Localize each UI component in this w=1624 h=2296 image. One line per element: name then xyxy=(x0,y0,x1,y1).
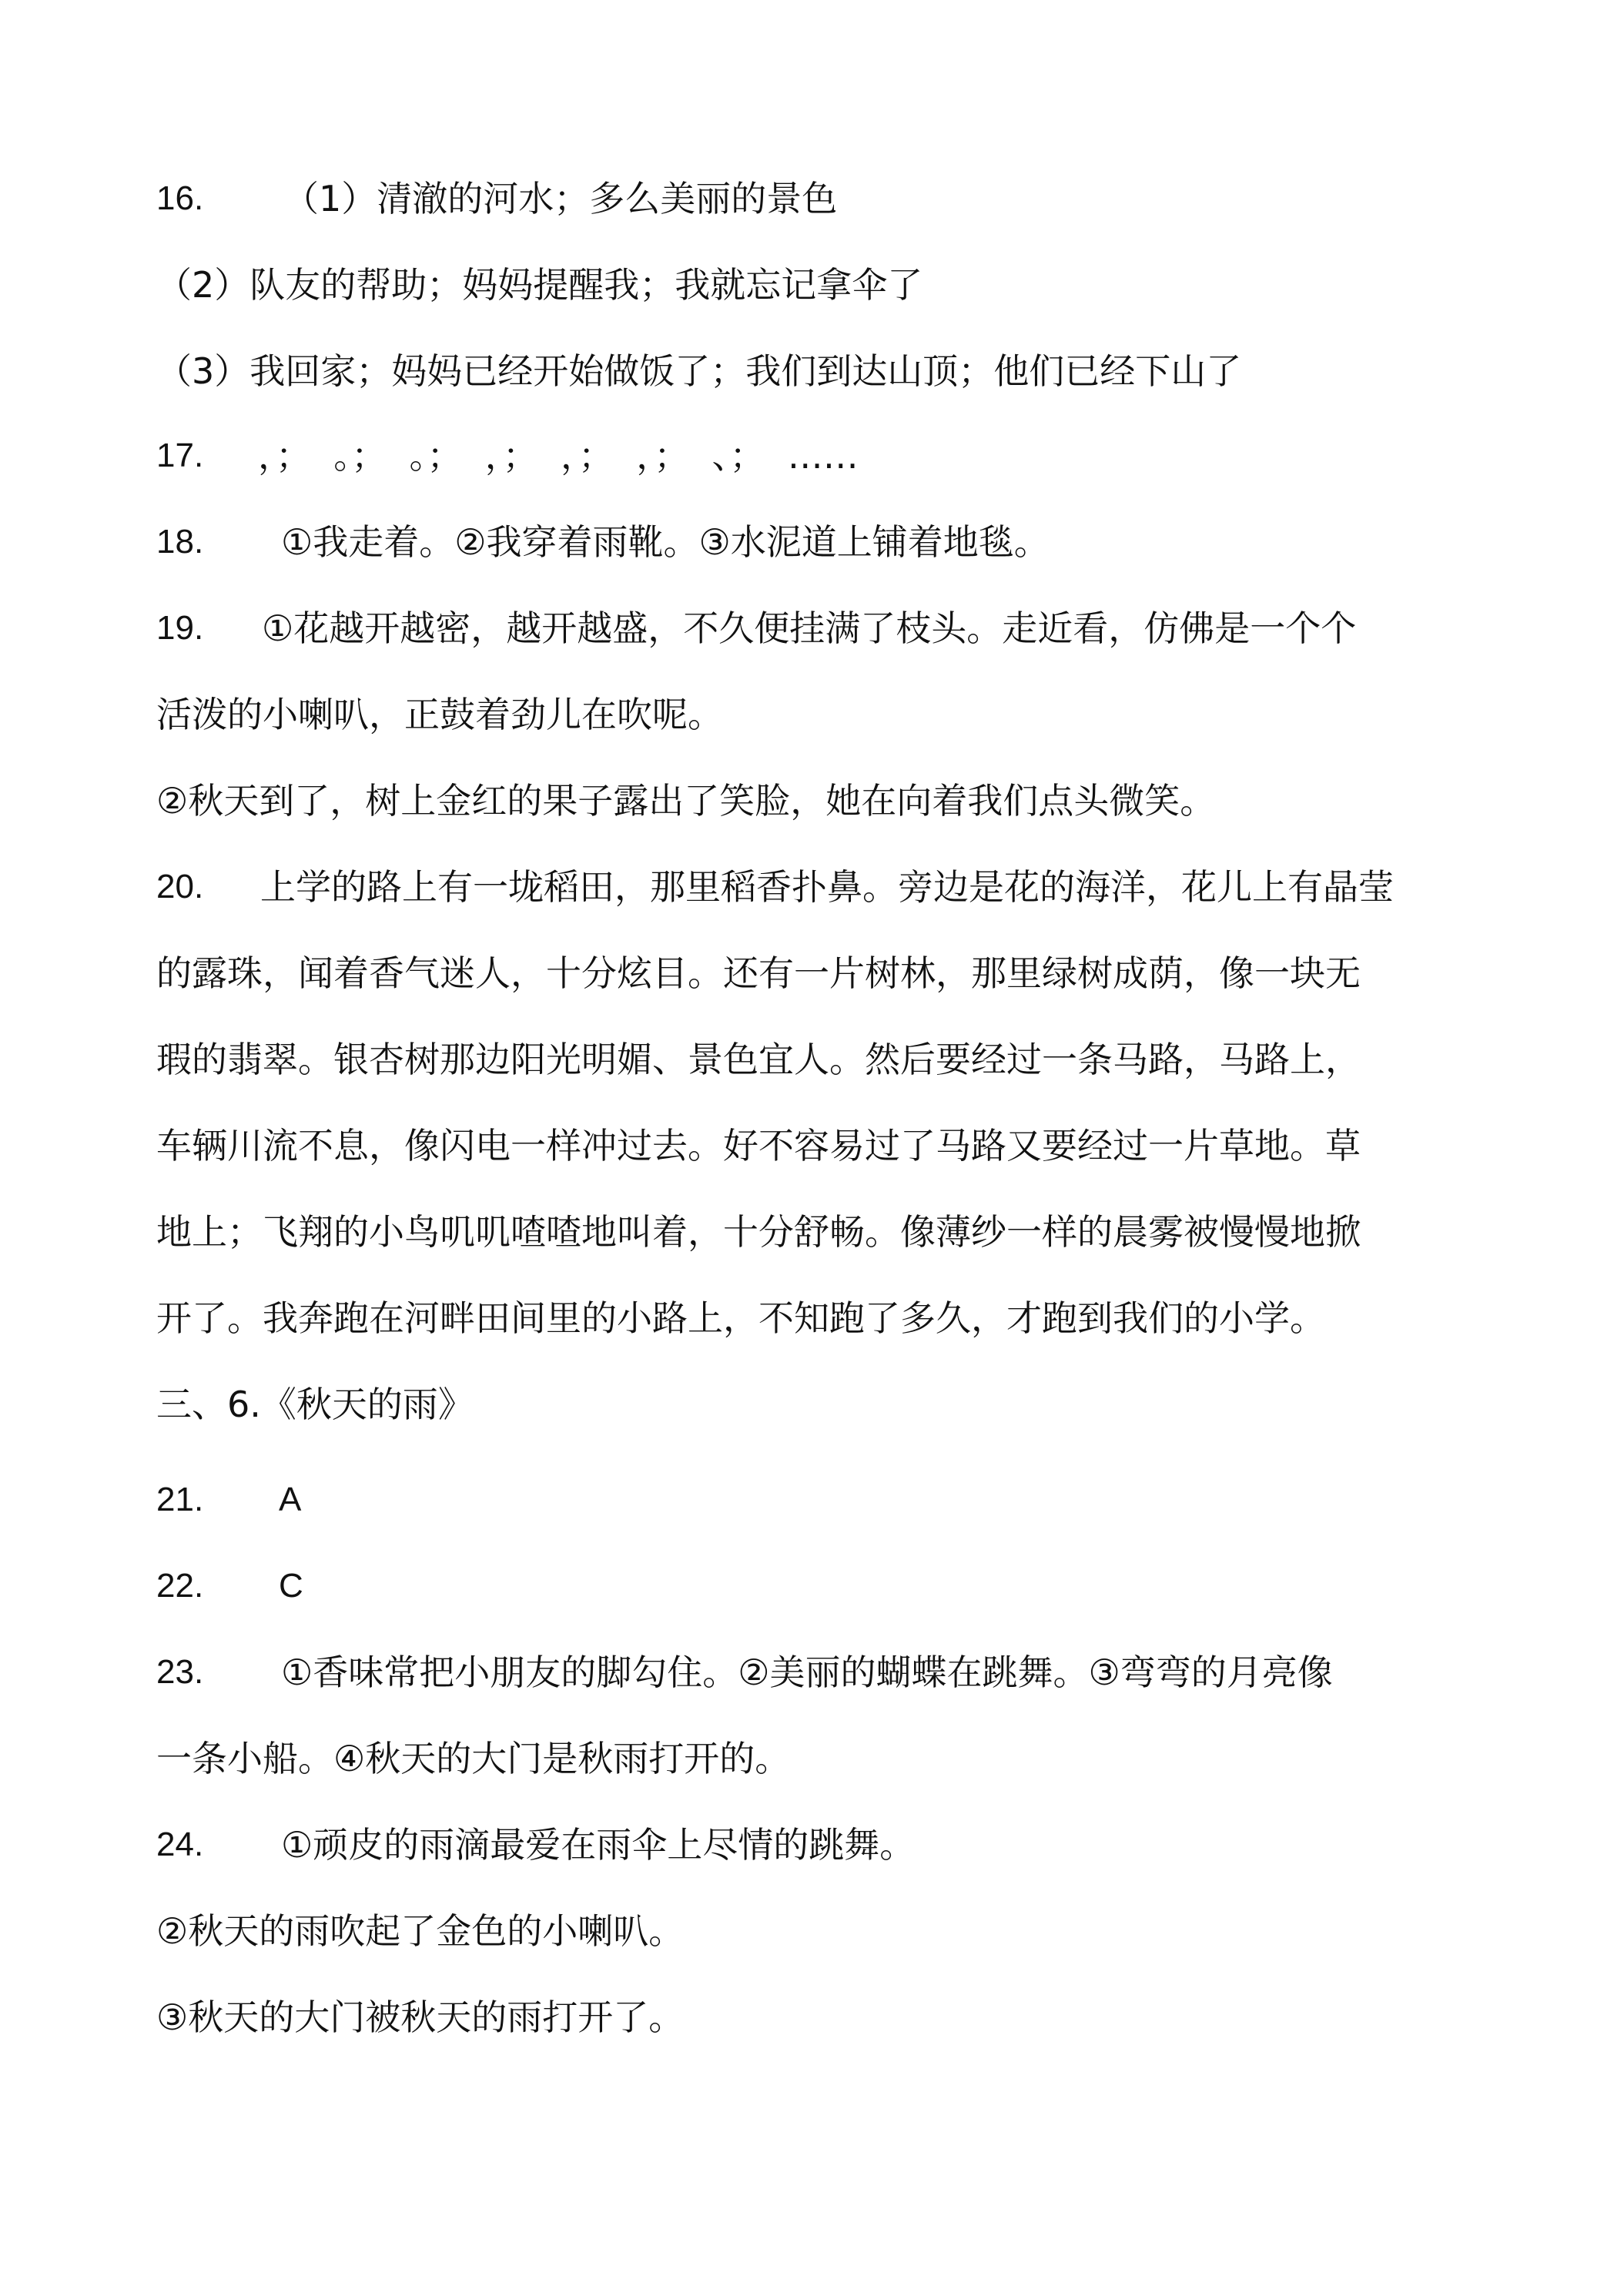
q19-text-1: ①花越开越密，越开越盛，不久便挂满了枝头。走近看，仿佛是一个个 xyxy=(262,607,1357,649)
q20-text-2: 的露珠，闻着香气迷人，十分炫目。还有一片树林，那里绿树成荫，像一块无 xyxy=(156,952,1361,994)
q20-text-1: 上学的路上有一垅稻田，那里稻香扑鼻。旁边是花的海洋，花儿上有晶莹 xyxy=(260,866,1394,908)
q23-text-1: ①香味常把小朋友的脚勾住。②美丽的蝴蝶在跳舞。③弯弯的月亮像 xyxy=(281,1652,1333,1693)
q19-text-2: 活泼的小喇叭，正鼓着劲儿在吹呢。 xyxy=(156,694,723,735)
q20-number: 20. xyxy=(156,868,204,905)
q24-text-3: ③秋天的大门被秋天的雨打开了。 xyxy=(156,1996,685,2038)
q24-text-2: ②秋天的雨吹起了金色的小喇叭。 xyxy=(156,1910,685,1952)
q23-number: 23. xyxy=(156,1653,204,1691)
q22-answer: C xyxy=(279,1567,303,1605)
q21-answer: A xyxy=(279,1481,302,1518)
q19-text-3: ②秋天到了，树上金红的果子露出了笑脸，她在向着我们点头微笑。 xyxy=(156,780,1216,822)
q24-text-1: ①顽皮的雨滴最爱在雨伞上尽情的跳舞。 xyxy=(281,1824,916,1866)
q17-number: 17. xyxy=(156,437,204,474)
q20-text-6: 开了。我奔跑在河畔田间里的小路上，不知跑了多久，才跑到我们的小学。 xyxy=(156,1297,1325,1339)
q16-text-3: （3）我回家；妈妈已经开始做饭了；我们到达山顶；他们已经下山了 xyxy=(156,350,1242,392)
q23-text-2: 一条小船。④秋天的大门是秋雨打开的。 xyxy=(156,1738,791,1779)
q20-text-4: 车辆川流不息，像闪电一样冲过去。好不容易过了马路又要经过一片草地。草 xyxy=(156,1125,1361,1166)
q19-number: 19. xyxy=(156,609,204,647)
q20-text-5: 地上；飞翔的小鸟叽叽喳喳地叫着，十分舒畅。像薄纱一样的晨雾被慢慢地掀 xyxy=(156,1211,1361,1253)
q21-number: 21. xyxy=(156,1481,204,1518)
q17-text-1: ，； 。； 。； ，； ，； ，； 、； …… xyxy=(258,435,859,477)
q22-number: 22. xyxy=(156,1567,204,1605)
q20-text-3: 瑕的翡翠。银杏树那边阳光明媚、景色宜人。然后要经过一条马路，马路上， xyxy=(156,1039,1361,1080)
q18-number: 18. xyxy=(156,523,204,561)
section-3-heading: 三、6.《秋天的雨》 xyxy=(156,1384,474,1425)
q18-text-1: ①我走着。②我穿着雨靴。③水泥道上铺着地毯。 xyxy=(281,521,1050,563)
q16-text-1: （1）清澈的河水；多么美丽的景色 xyxy=(283,178,838,219)
q24-number: 24. xyxy=(156,1826,204,1863)
q16-number: 16. xyxy=(156,179,204,217)
q16-text-2: （2）队友的帮助；妈妈提醒我；我就忘记拿伞了 xyxy=(156,264,923,306)
